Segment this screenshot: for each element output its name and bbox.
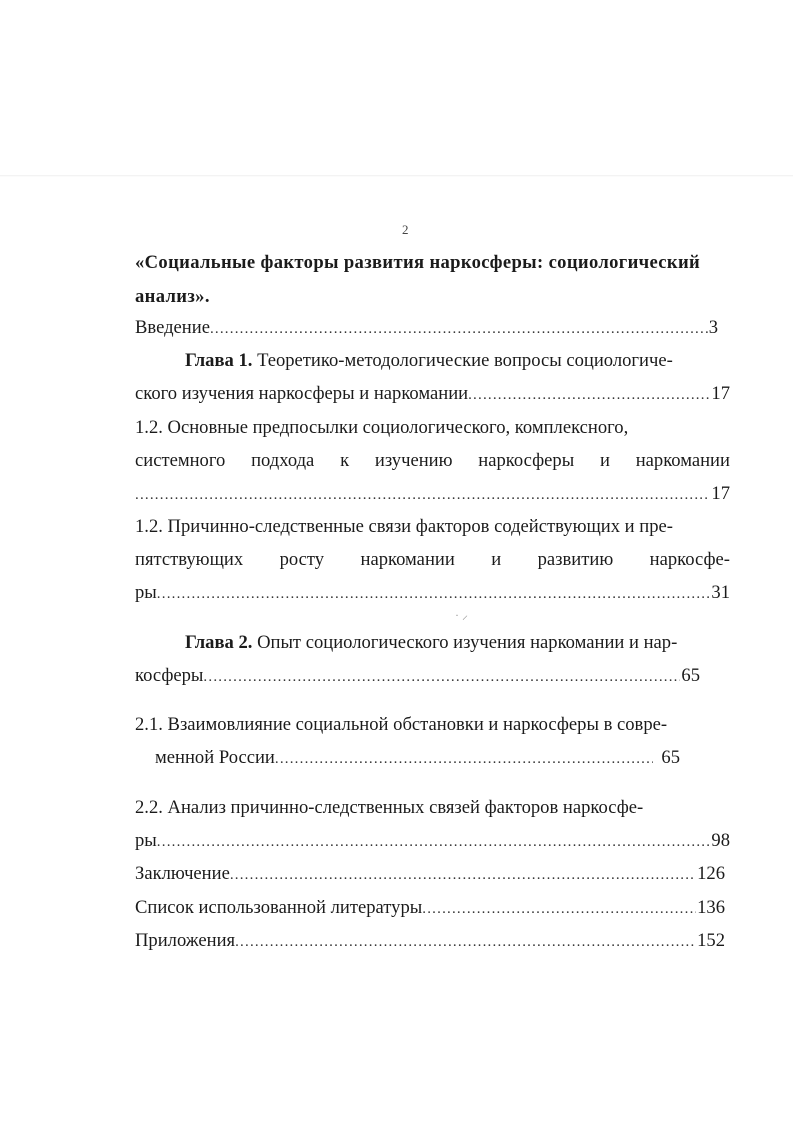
scan-shadow xyxy=(0,175,793,177)
toc-entry-section-1-2b-page xyxy=(135,581,730,606)
toc-page: 136 xyxy=(697,897,725,918)
word: изучению xyxy=(374,450,453,471)
toc-label: Список использованной литературы xyxy=(135,897,423,918)
toc-entry-chapter-1-cont xyxy=(135,382,730,407)
leader-dots xyxy=(210,317,708,341)
page-number: 2 xyxy=(402,222,409,237)
toc-label: Введение xyxy=(135,317,210,338)
toc-entry-chapter-2-cont xyxy=(135,664,700,689)
document-title-line-1: «Социальные факторы развития наркосферы: социологический xyxy=(135,252,701,273)
leader-dots xyxy=(468,383,710,407)
toc-page: 17 xyxy=(711,483,730,504)
toc-entry-section-1-2a-cont xyxy=(135,449,730,473)
toc-entry-section-1-2b-cont xyxy=(135,548,730,572)
toc-label: ры xyxy=(135,582,157,603)
leader-dots xyxy=(230,863,696,887)
toc-entry-references xyxy=(135,896,725,921)
chapter-prefix: Глава 1. xyxy=(185,350,253,371)
toc-label: Приложения xyxy=(135,930,236,951)
toc-entry-section-1-2a: 1.2. Основные предпосылки социологического, комплексного, xyxy=(135,417,629,438)
toc-entry-conclusion xyxy=(135,862,725,887)
leader-dots xyxy=(135,483,710,507)
toc-entry-chapter-1 xyxy=(185,349,730,373)
word: наркомании xyxy=(360,549,455,570)
leader-dots xyxy=(235,930,696,954)
document-title-line-2: анализ». xyxy=(135,286,210,307)
word: к xyxy=(340,450,350,471)
toc-entry-section-2-2: 2.2. Анализ причинно-следственных связей факторов наркосфе- xyxy=(135,797,644,818)
word: наркосферы xyxy=(478,450,575,471)
leader-dots xyxy=(157,830,711,854)
toc-page: 31 xyxy=(711,582,730,603)
word: подхода xyxy=(251,450,315,471)
toc-label: ры xyxy=(135,830,157,851)
word: пятствующих xyxy=(135,549,244,570)
chapter-prefix: Глава 2. xyxy=(185,632,253,653)
leader-dots xyxy=(422,897,696,921)
toc-page: 98 xyxy=(711,830,730,851)
toc-page: 65 xyxy=(681,665,700,686)
word: наркосфе- xyxy=(649,549,730,570)
word: и xyxy=(599,450,610,471)
toc-label: косферы xyxy=(135,665,204,686)
toc-label: ского изучения наркосферы и наркомании xyxy=(135,383,469,404)
leader-dots xyxy=(275,747,654,771)
toc-label: менной России xyxy=(155,747,275,768)
toc-entry-section-1-2b: 1.2. Причинно-следственные связи факторов содействующих и пре- xyxy=(135,516,673,537)
toc-page: 17 xyxy=(711,383,730,404)
toc-page: 3 xyxy=(708,317,718,338)
toc-label: Заключение xyxy=(135,863,230,884)
scan-speck: · ⸝ xyxy=(455,608,468,622)
toc-entry-introduction xyxy=(135,316,718,341)
toc-label: Опыт социологического изучения наркомании и нар- xyxy=(257,632,678,653)
leader-dots xyxy=(203,665,680,689)
word: росту xyxy=(279,549,325,570)
toc-entry-section-2-1: 2.1. Взаимовлияние социальной обстановки и наркосферы в совре- xyxy=(135,714,668,735)
toc-entry-chapter-2 xyxy=(185,631,730,655)
toc-entry-section-2-1-cont xyxy=(155,746,680,771)
toc-page: 126 xyxy=(697,863,725,884)
toc-entry-appendices xyxy=(135,929,725,954)
leader-dots xyxy=(157,582,711,606)
word: наркомании xyxy=(635,450,730,471)
toc-page: 152 xyxy=(697,930,725,951)
toc-label: Теоретико-методологические вопросы социологиче- xyxy=(257,350,673,371)
toc-entry-section-2-2-cont xyxy=(135,829,730,854)
word: и xyxy=(491,549,502,570)
toc-page: 65 xyxy=(661,747,680,768)
word: развитию xyxy=(537,549,614,570)
toc-entry-section-1-2a-page xyxy=(135,482,730,507)
word: системного xyxy=(135,450,226,471)
